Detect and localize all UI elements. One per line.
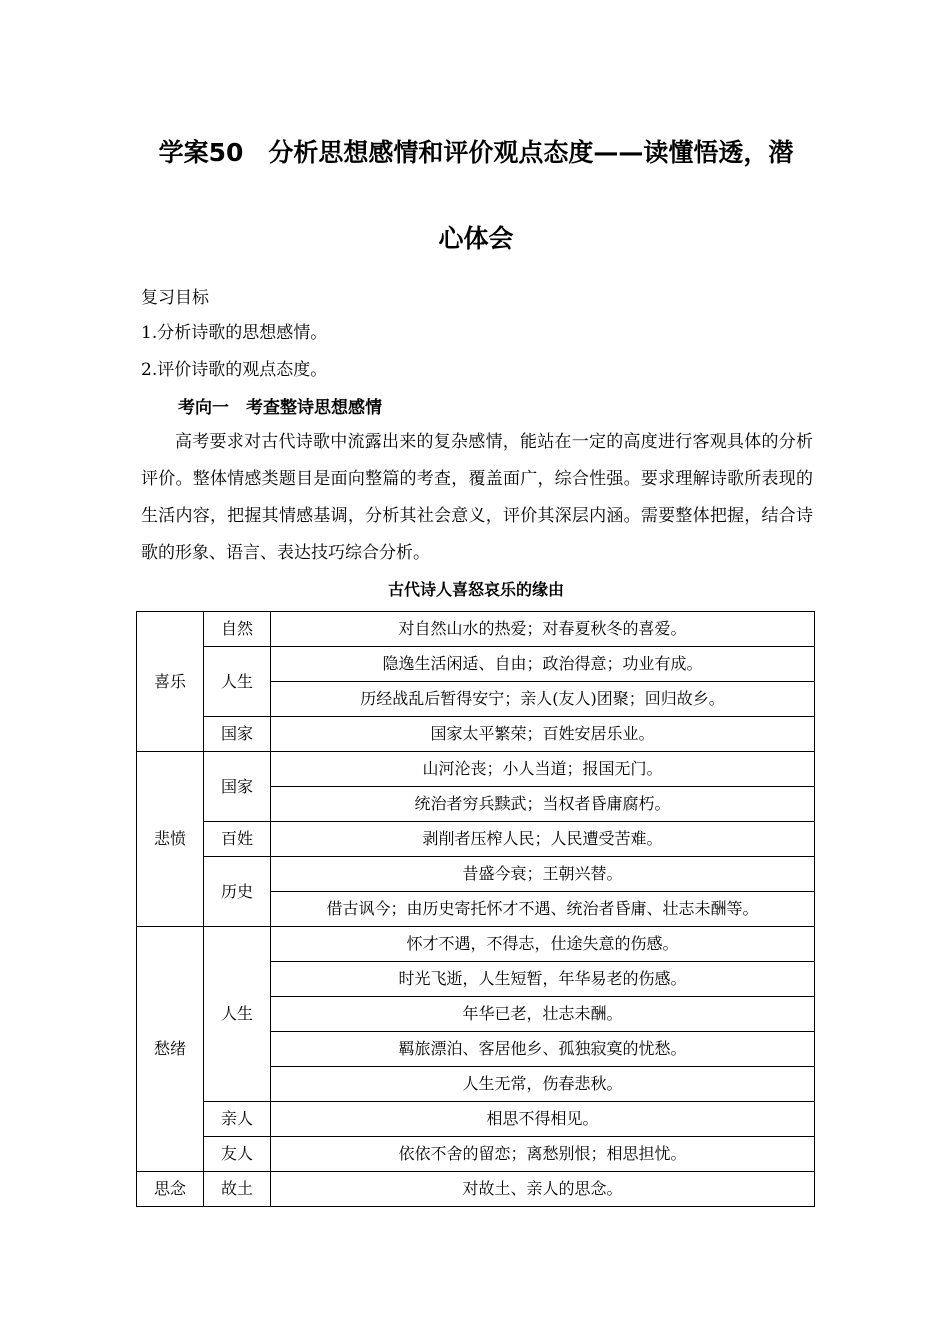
reason-cell: 人生无常，伤春悲秋。	[271, 1067, 815, 1102]
table-row	[137, 1137, 815, 1172]
reason-cell: 历经战乱后暂得安宁；亲人(友人)团聚；回归故乡。	[271, 682, 815, 717]
table-row	[137, 717, 815, 752]
table-row	[137, 822, 815, 857]
reason-cell: 国家太平繁荣；百姓安居乐业。	[271, 717, 815, 752]
reason-cell: 羁旅漂泊、客居他乡、孤独寂寞的忧愁。	[271, 1032, 815, 1067]
table-row	[137, 647, 815, 682]
category-cell: 国家	[204, 717, 271, 752]
reason-cell: 统治者穷兵黩武；当权者昏庸腐朽。	[271, 787, 815, 822]
category-cell: 百姓	[204, 822, 271, 857]
page-title-line-2: 心体会	[438, 224, 514, 253]
table-row	[137, 752, 815, 787]
reason-cell: 时光飞逝，人生短暂，年华易老的伤感。	[271, 962, 815, 997]
page-title-line-1: 学案50 分析思想感情和评价观点态度——读懂悟透，潜	[158, 138, 794, 167]
goals-heading: 复习目标	[141, 288, 209, 308]
reason-cell: 依依不舍的留恋；离愁别恨；相思担忧。	[271, 1137, 815, 1172]
reason-cell: 借古讽今；由历史寄托怀才不遇、统治者昏庸、壮志未酬等。	[271, 892, 815, 927]
reason-cell: 昔盛今衰；王朝兴替。	[271, 857, 815, 892]
category-cell: 历史	[204, 857, 271, 927]
reason-cell: 相思不得相见。	[271, 1102, 815, 1137]
category-cell: 国家	[204, 752, 271, 822]
section-heading: 考向一 考查整诗思想感情	[178, 398, 382, 418]
category-cell: 人生	[204, 927, 271, 1102]
goal-item-2: 2.评价诗歌的观点态度。	[141, 360, 328, 380]
table-caption: 古代诗人喜怒哀乐的缘由	[387, 580, 564, 599]
table-row	[137, 1172, 815, 1207]
reason-cell: 对故土、亲人的思念。	[271, 1172, 815, 1207]
emotion-cell: 思念	[137, 1172, 204, 1207]
table-row	[137, 1102, 815, 1137]
category-cell: 友人	[204, 1137, 271, 1172]
reason-cell: 对自然山水的热爱；对春夏秋冬的喜爱。	[271, 612, 815, 647]
category-cell: 自然	[204, 612, 271, 647]
section-paragraph: 高考要求对古代诗歌中流露出来的复杂感情，能站在一定的高度进行客观具体的分析评价。整体情感类题目是面向整篇的考查，覆盖面广，综合性强。要求理解诗歌所表现的生活内容，把握其情感基调，分析其社会意义，评价其深层内涵。需要整体把握，结合诗歌的形象、语言、表达技巧综合分析。	[141, 432, 813, 563]
reason-cell: 隐逸生活闲适、自由；政治得意；功业有成。	[271, 647, 815, 682]
emotion-cell: 愁绪	[137, 927, 204, 1172]
emotion-reasons-table	[136, 611, 815, 1207]
category-cell: 人生	[204, 647, 271, 717]
reason-cell: 山河沦丧；小人当道；报国无门。	[271, 752, 815, 787]
category-cell: 亲人	[204, 1102, 271, 1137]
goal-item-1: 1.分析诗歌的思想感情。	[141, 323, 328, 343]
reason-cell: 怀才不遇，不得志，仕途失意的伤感。	[271, 927, 815, 962]
table-row	[137, 857, 815, 892]
emotion-cell: 悲愤	[137, 752, 204, 927]
category-cell: 故土	[204, 1172, 271, 1207]
table-row	[137, 927, 815, 962]
reason-cell: 剥削者压榨人民；人民遭受苦难。	[271, 822, 815, 857]
reason-cell: 年华已老，壮志未酬。	[271, 997, 815, 1032]
emotion-cell: 喜乐	[137, 612, 204, 752]
table-row	[137, 612, 815, 647]
